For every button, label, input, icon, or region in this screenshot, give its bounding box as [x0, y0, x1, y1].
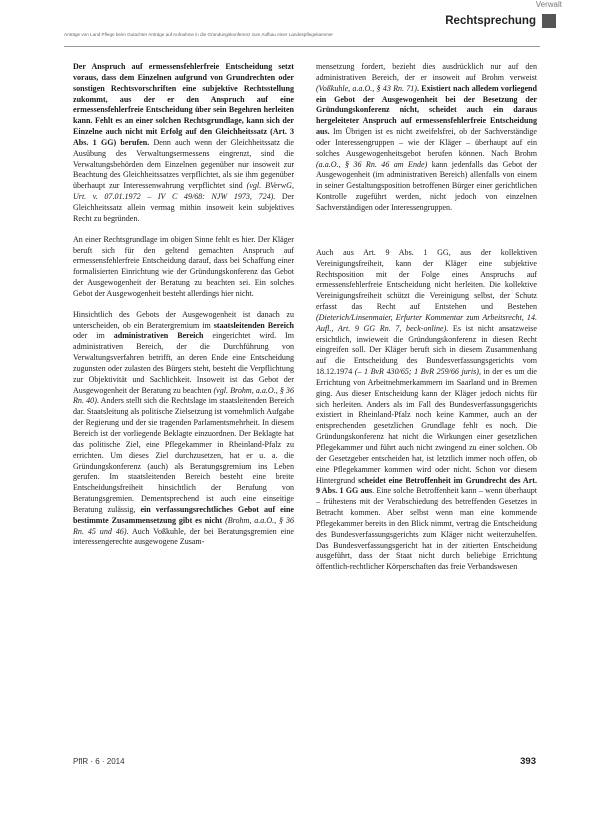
body-text: mensetzung fordert, bezieht dies ausdrücklich nur auf den administrativen Bereich, der er insoweit auf Brohm verweist — [316, 62, 537, 82]
body-text: . Anders stellt sich die Rechtslage im staatsleitenden Bereich dar. Staatsleitung als politische Zielsetzung ist vornehmlich Aufgabe der Regierung und der sie tragenden Parlamentsmehrheit. In diesem Bereich ist der vorliegende Beklagte einzuordnen. Der Beklagte hat das politische Ziel, eine Pflegekammer in Rheinland-Pfalz zu errichten. Um dieses Ziel durchzusetzen, hat er u. a. die Gründungskonferenz (auch) als Beratungsgremium ins Leben gerufen. Im staatsleitenden Bereich besteht eine breite Entscheidungsfreiheit hinsichtlich der Berufung von Beratungsgremien. Dementsprechend ist auch eine einseitige Beratung zulässig, — [73, 396, 294, 514]
citation: (Brohm, a.a.O., § 36 Rn. 45 und 46) — [73, 515, 294, 536]
citation: (vgl. Brohm, a.a.O., § 36 Rn. 40) — [73, 385, 294, 406]
body-text: . Der Gleichheitssatz allein vermag mithin insoweit kein subjektives Recht zu begründen. — [73, 192, 294, 223]
citation: (Dieterich/Linsenmaier, Erfurter Kommentar zum Arbeitsrecht, 14. Aufl., Art. 9 GG Rn. 7, beck-online) — [316, 312, 537, 333]
body-text: oder im — [73, 331, 114, 341]
header-divider — [64, 46, 540, 47]
bold-text: ein verfassungsrechtliches Gebot auf eine bestimmte Zusammensetzung gibt es nicht — [73, 504, 294, 525]
bold-text: scheidet eine Betroffenheit im Grundrecht des Art. 9 Abs. 1 GG aus — [316, 475, 537, 496]
section-tag: Verwalt — [535, 0, 562, 9]
body-text: Im Übrigen ist es nicht zweifelsfrei, ob der Sachverständige oder Interessengruppen – wie der Kläger – überhaupt auf ein solches Ausgewogenheitsgebot berufen können. Nach Brohm — [316, 127, 537, 158]
paragraph: An einer Rechtsgrundlage im obigen Sinne fehlt es hier. Der Kläger beruft sich für den geltend gemachten Anspruch auf ermessensfehlerfreie Entscheidung darauf, dass bei Schaffung einer formalisierten Einrichtung wie der Gründungskonferenz das Gebot der Ausgewogenheit der Beratung zu beachten sei. Ein solches Gebot der Ausgewogenheit besteht allerdings hier nicht. — [73, 234, 294, 298]
bold-text: staatsleitenden Bereich — [213, 320, 294, 330]
right-column — [316, 62, 537, 583]
paragraph — [73, 310, 294, 549]
body-text: . Auch Voßkuhle, der bei Beratungsgremien eine interessengerechte ausgewogene Zusam- — [73, 526, 294, 547]
citation: (– 1 BvR 430/65; 1 BvR 259/66 juris) — [354, 367, 479, 377]
bold-text: Der Anspruch auf ermessensfehlerfreie Entscheidung setzt voraus, dass dem Einzelnen aufgrund von Grundrechten oder sonstigen Rechtsvorschriften eine subjektive Rechtsstellung zukommt, aus der er den Anspruch auf eine ermessensfehlerfreie Entscheidung über sein Begehren herleiten kann. Fehlt es an einer solchen Rechtsgrundlage, kann sich der Einzelne auch nicht mit Erfolg auf den Gleichheitssatz (Art. 3 Abs. 1 GG) berufen. — [73, 62, 294, 147]
body-text: . Eine solche Betroffenheit kann – wenn überhaupt – frühestens mit der Verabschiedung des betreffenden Gesetzes in Betracht kommen. Aber selbst wenn man eine kommende Pflegekammer bereits in den Blick nimmt, vertrag die Entscheidung des Bundesverfassungsgerichts zum Kläger nicht weiterzuhelfen. Das Bundesverfassungsgericht hat in der zitierten Entscheidung ausgeführt, dass der Staat nicht durch beliebige Errichtung öffentlich-rechtlicher Körperschaften das freie Verbandswesen — [316, 486, 538, 572]
body-text: , in der es um die Errichtung von Arbeitnehmerkammern im Saarland und in Bremen ging. Aus dieser Entscheidung kann der Kläger jedoch nichts für sich herleiten. Anders als im Fall des Bundesverfassungsgerichts existiert in Rheinland-Pfalz noch keine Kammer, auch an der entsprechenden gesetzlichen Grundlage fehlt es noch. Die Gründungskonferenz hat nicht die Wirkungen einer gesetzlichen Pflegekammer und führt auch nicht zwingend zu einer solchen. Ob der Gesetzgeber entscheiden hat, ist letztlich immer noch offen, ob eine Pflegekammer kommen wird oder nicht. Schon vor diesem Hintergrund — [316, 367, 538, 485]
section-title: Rechtsprechung — [445, 15, 536, 27]
bold-text: administrativen Bereich — [113, 331, 204, 341]
paragraph-gap — [316, 224, 537, 248]
page-number: 393 — [520, 756, 536, 767]
citation: (a.a.O., § 36 Rn. 46 am Ende) — [316, 159, 428, 169]
running-head: Anträge von Land Pflege beim Gutachter Anträge auf Aufnahme in die Gründungskonferenz zum Aufbau einer Landespflegekammer — [64, 32, 333, 37]
body-text: kann jedenfalls das Gebot der Ausgewogenheit (im administrativen Bereich) allenfalls von einem in seiner Gestaltungsposition betroffenen Bürger einer gerichtlichen Kontrolle zugeführt werden, nicht jedoch von einzelnen Sachverständigen oder Interessengruppen. — [316, 159, 537, 212]
bold-text: . Existiert nach alledem vorliegend ein Gebot der Ausgewogenheit bei der Besetzung der Gründungskonferenz nicht, scheidet auch ein daraus hergeleiteter Anspruch auf ermessensfehlerfreie Entscheidung aus. — [316, 83, 537, 137]
journal-footer: PflR · 6 · 2014 — [73, 757, 125, 766]
body-text: Denn auch wenn der Gleichheitssatz die Ausübung des Verwaltungsermessens eingrenzt, sind die Verwaltungsbehörden dem Einzelnen gegenüber nur insoweit zur Beachtung des Gleichheitssatzes verpflichtet, als sie ihm gegenüber überhaupt zur Interessenwahrung verpflichtet sind — [73, 137, 294, 191]
citation: (Voßkuhle, a.a.O., § 43 Rn. 71) — [316, 83, 417, 93]
paragraph — [73, 62, 294, 225]
body-text: Auch aus Art. 9 Abs. 1 GG, aus der kollektiven Vereinigungsfreiheit, kann der Kläger eine subjektive Rechtsposition mit der Folge eines Anspruchs auf ermessensfehlerfreie Entscheidung nicht herleiten. Die kollektive Vereinigungsfreiheit schützt die Vereinigung selbst, der Schutz erfasst das Recht auf Entstehen und Bestehen — [316, 247, 537, 312]
paragraph — [316, 62, 537, 214]
body-text: eingerichtet wird. Im administrativen Bereich, der die Durchführung von Verwaltungsverfahren betrifft, an deren Ende eine Entscheidung zugunsten oder zulasten des Bürgers steht, besteht die Verpflichtung zur Objektivität und Sachlichkeit. Insoweit ist das Gebot der Ausgewogenheit der Beratung zu beachten — [73, 331, 294, 395]
left-column — [73, 62, 294, 558]
body-text: Hinsichtlich des Gebots der Ausgewogenheit ist danach zu unterscheiden, ob ein Beratergremium im — [73, 309, 294, 330]
section-marker-square — [542, 14, 556, 28]
paragraph — [316, 248, 537, 573]
citation: (vgl. BVerwG, Urt. v. 07.01.1972 – IV C 49/68: NJW 1973, 724) — [73, 181, 294, 202]
body-text: . Es ist nicht ansatzweise ersichtlich, inwieweit die Gründungskonferenz in diesen Recht eingreifen soll. Der Kläger beruft sich in diesem Zusammenhang auf die Entscheidung des Bundesverfassungsgerichts vom 18.12.1974 — [316, 323, 537, 377]
